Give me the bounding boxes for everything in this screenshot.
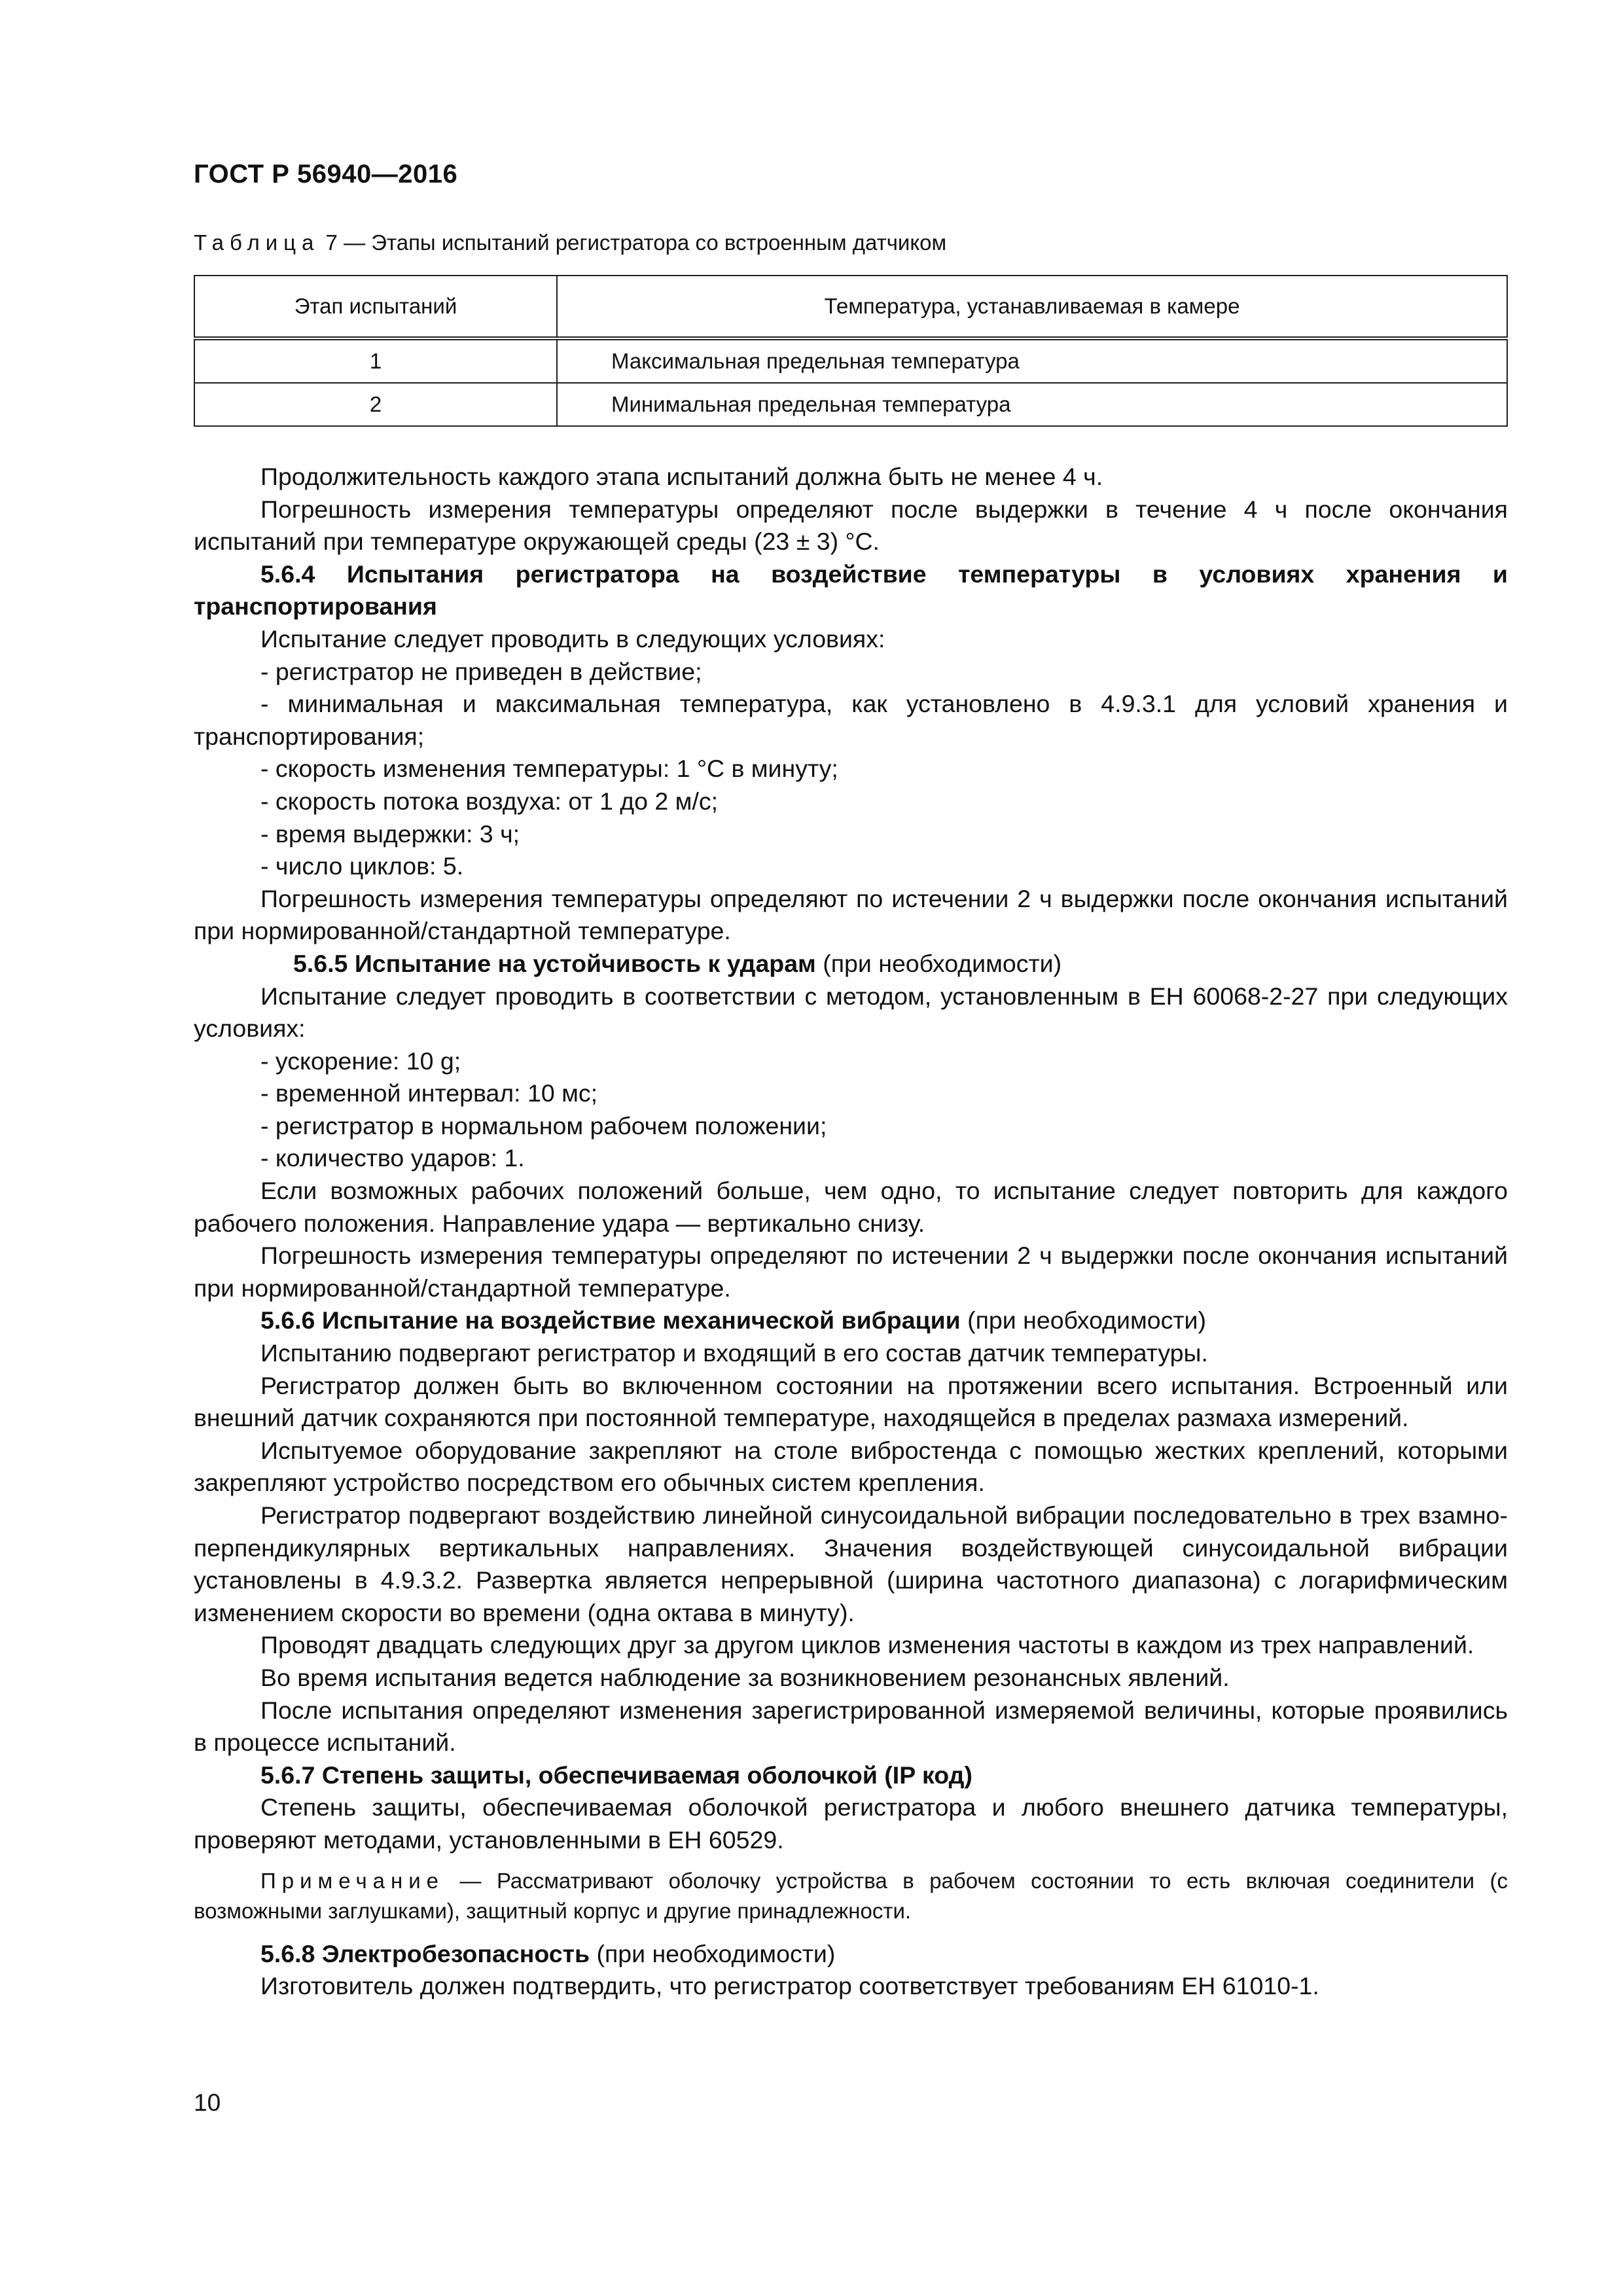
list-item: - регистратор в нормальном рабочем положении; xyxy=(260,1111,827,1139)
section-title: 5.6.7 Степень защиты, обеспечиваемая оболочкой (IP код) xyxy=(260,1761,972,1789)
paragraph: Испытуемое оборудование закрепляют на столе вибростенда с помощью жестких креплений, которыми закрепляют устройство посредством его обычных систем крепления. xyxy=(194,1436,1508,1497)
table-caption-word: Таблица xyxy=(194,230,320,255)
table-cell-stage: 2 xyxy=(194,383,557,426)
paragraph: Регистратор подвергают воздействию линейной синусоидальной вибрации последовательно в трех взамно-перпендикулярных вертикальных направлениях. Значения воздействующей синусоидальной вибрации установлены в 4.9.3.2. Развертка является непрерывной (ширина частотного диапазона) с логарифмическим изменением скорости во времени (одна октава в минуту). xyxy=(194,1501,1508,1626)
table-caption-text: 7 — Этапы испытаний регистратора со встроенным датчиком xyxy=(319,230,947,255)
list-item: - ускорение: 10 g; xyxy=(260,1047,461,1075)
paragraph: Погрешность измерения температуры определяют после выдержки в течение 4 ч после окончания испытаний при температуре окружающей среды (23 ± 3) °С. xyxy=(194,495,1508,556)
table-caption xyxy=(194,230,946,255)
list-item: - временной интервал: 10 мс; xyxy=(260,1079,598,1107)
note-text: — Рассматривают оболочку устройства в рабочем состоянии то есть включая соединители (с возможными заглушками), защитный корпус и другие принадлежности. xyxy=(194,1868,1508,1923)
table-header-row xyxy=(194,276,1507,338)
page-number: 10 xyxy=(194,2089,221,2116)
section-title-suffix: (при необходимости) xyxy=(590,1939,836,1967)
section-title-suffix: (при необходимости) xyxy=(815,949,1062,977)
table-row xyxy=(194,338,1507,383)
paragraph: Если возможных рабочих положений больше, чем одно, то испытание следует повторить для каждого рабочего положения. Направление удара — вертикально снизу. xyxy=(194,1177,1508,1237)
table-row xyxy=(194,383,1507,426)
paragraph: Степень защиты, обеспечиваемая оболочкой регистратора и любого внешнего датчика температуры, проверяют методами, установленными в ЕН 60529. xyxy=(194,1793,1508,1854)
section-title: 5.6.4 Испытания регистратора на воздействие температуры в условиях хранения и транспортирования xyxy=(194,560,1508,620)
paragraph: Испытание следует проводить в следующих условиях: xyxy=(260,624,885,653)
section-heading-5-6-7 xyxy=(194,1759,1508,1792)
list-item: - количество ударов: 1. xyxy=(260,1144,525,1172)
paragraph: Погрешность измерения температуры определяют по истечении 2 ч выдержки после окончания испытаний при нормированной/стандартной температуре. xyxy=(194,884,1508,945)
note xyxy=(194,1866,1508,1926)
column-header-stage: Этап испытаний xyxy=(194,276,557,338)
paragraph: Испытание следует проводить в соответствии с методом, установленным в ЕН 60068-2-27 при следующих условиях: xyxy=(194,982,1508,1043)
section-title-suffix: (при необходимости) xyxy=(960,1306,1206,1335)
test-stages-table xyxy=(194,275,1508,427)
paragraph: Продолжительность каждого этапа испытаний должна быть не менее 4 ч. xyxy=(260,463,1103,490)
paragraph: Регистратор должен быть во включенном состоянии на протяжении всего испытания. Встроенный или внешний датчик сохраняются при постоянной температуре, находящейся в пределах размаха измерений. xyxy=(194,1371,1508,1432)
list-item: - скорость потока воздуха: от 1 до 2 м/с; xyxy=(260,787,719,815)
paragraph: Проводят двадцать следующих друг за другом циклов изменения частоты в каждом из трех направлений. xyxy=(260,1631,1474,1659)
section-heading-5-6-8 xyxy=(194,1938,1508,1971)
note-label: Примечание xyxy=(260,1868,445,1893)
document-header: ГОСТ Р 56940—2016 xyxy=(194,160,458,188)
table-cell-stage: 1 xyxy=(194,338,557,383)
list-item: - минимальная и максимальная температура, как установлено в 4.9.3.1 для условий хранения и транспортирования; xyxy=(194,690,1508,750)
table-cell-temperature: Минимальная предельная температура xyxy=(557,383,1507,426)
section-heading-5-6-5 xyxy=(194,948,1508,980)
column-header-temperature: Температура, устанавливаемая в камере xyxy=(557,276,1507,338)
list-item: - регистратор не приведен в действие; xyxy=(260,657,702,685)
section-title: 5.6.5 Испытание на устойчивость к ударам xyxy=(293,949,816,977)
table-cell-temperature: Максимальная предельная температура xyxy=(557,338,1507,383)
section-heading-5-6-6 xyxy=(194,1304,1508,1337)
paragraph: Погрешность измерения температуры определяют по истечении 2 ч выдержки после окончания испытаний при нормированной/стандартной температуре. xyxy=(194,1242,1508,1302)
section-title: 5.6.8 Электробезопасность xyxy=(260,1939,590,1967)
list-item: - время выдержки: 3 ч; xyxy=(260,819,520,848)
section-heading-5-6-4 xyxy=(194,558,1508,623)
list-item: - число циклов: 5. xyxy=(260,852,464,880)
paragraph: Изготовитель должен подтвердить, что регистратор соответствует требованиям ЕН 61010-1. xyxy=(260,1972,1319,2000)
paragraph: Во время испытания ведется наблюдение за возникновением резонансных явлений. xyxy=(260,1663,1230,1691)
list-item: - скорость изменения температуры: 1 °С в минуту; xyxy=(260,755,838,783)
document-body xyxy=(194,461,1508,2003)
section-title: 5.6.6 Испытание на воздействие механической вибрации xyxy=(260,1306,961,1335)
paragraph: Испытанию подвергают регистратор и входящий в его состав датчик температуры. xyxy=(260,1339,1208,1367)
paragraph: После испытания определяют изменения зарегистрированной измеряемой величины, которые проявились в процессе испытаний. xyxy=(194,1696,1508,1757)
